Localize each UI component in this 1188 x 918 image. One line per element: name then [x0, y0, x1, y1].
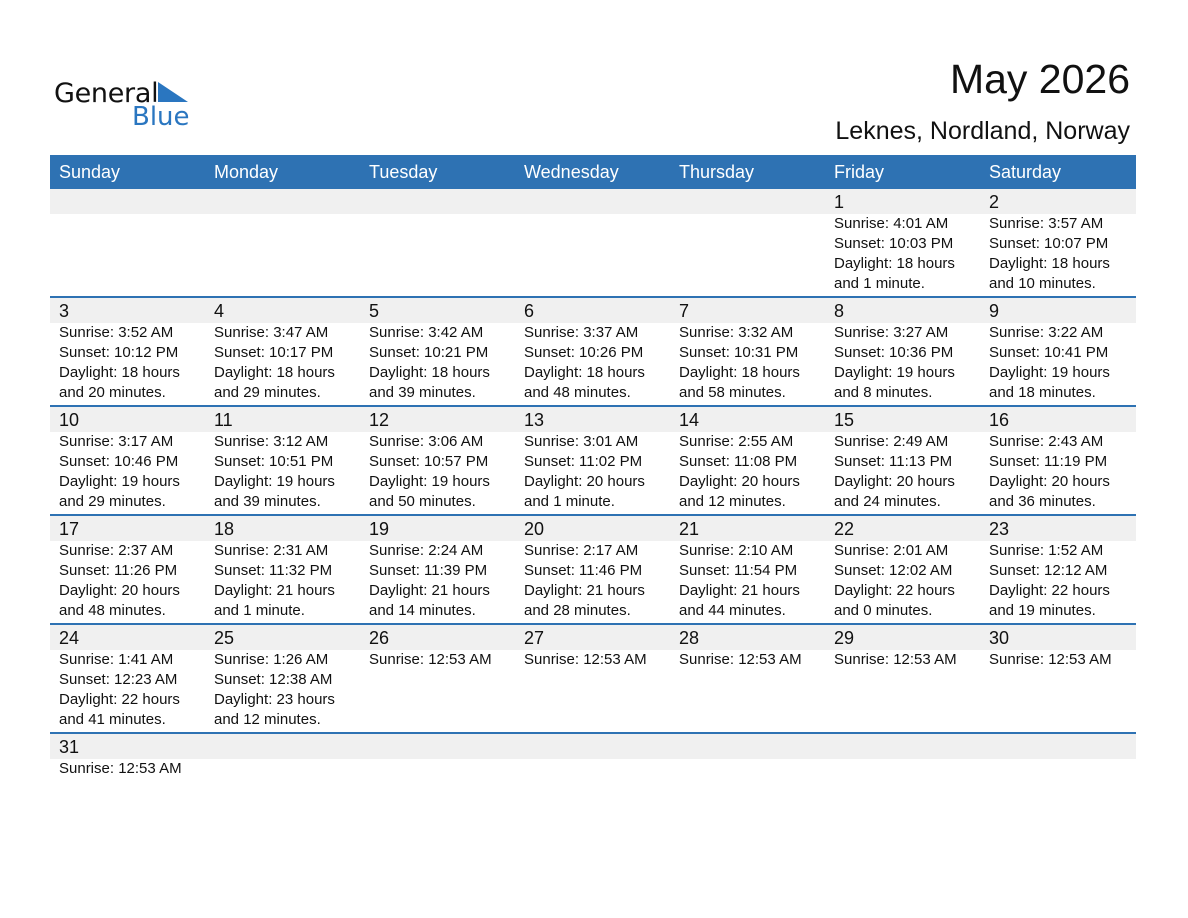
sunrise-text: Sunrise: 1:41 AM [59, 651, 174, 668]
date-band [50, 298, 1136, 323]
sunrise-text: Sunrise: 3:32 AM [679, 324, 794, 341]
sunset-text: Sunset: 11:13 PM [834, 453, 953, 470]
weekday-header-wednesday: Wednesday [524, 162, 619, 182]
daylight-minutes-text: and 28 minutes. [524, 602, 631, 619]
sunrise-text: Sunrise: 2:24 AM [369, 542, 484, 559]
day-details-row [50, 759, 1136, 781]
sunset-text: Sunset: 10:51 PM [214, 453, 334, 470]
sunset-text: Sunset: 10:12 PM [59, 344, 179, 361]
day-cell [360, 759, 515, 781]
daylight-text [679, 254, 825, 274]
location-subtitle: Leknes, Nordland, Norway [835, 117, 1130, 145]
day-number [205, 734, 360, 759]
daylight-minutes-text [679, 274, 825, 294]
week-row [50, 516, 1136, 625]
day-cell [50, 432, 205, 514]
day-number [360, 734, 515, 759]
daylight-minutes-text: and 48 minutes. [524, 384, 631, 401]
daylight-minutes-text: and 29 minutes. [214, 384, 321, 401]
sunrise-text: Sunrise: 3:42 AM [369, 324, 484, 341]
day-number [50, 189, 205, 214]
day-cell [50, 323, 205, 405]
date-band [50, 516, 1136, 541]
week-row [50, 625, 1136, 734]
day-number: 3 [59, 301, 70, 321]
day-number [515, 189, 670, 214]
day-cell [670, 759, 825, 781]
daylight-minutes-text: and 12 minutes. [679, 493, 786, 510]
daylight-minutes-text: and 36 minutes. [989, 493, 1096, 510]
daylight-minutes-text: and 39 minutes. [369, 384, 476, 401]
day-number: 26 [369, 628, 390, 648]
daylight-text: Daylight: 20 hours [59, 582, 180, 599]
sunset-text: Sunset: 11:02 PM [524, 453, 643, 470]
sunset-text: Sunset: 10:31 PM [679, 344, 799, 361]
date-band [50, 625, 1136, 650]
day-number: 14 [679, 410, 700, 430]
day-number: 2 [989, 192, 1000, 212]
sunset-text: Sunset: 11:54 PM [679, 562, 798, 579]
sunset-text: Sunset: 10:36 PM [834, 344, 954, 361]
daylight-text: Daylight: 18 hours [989, 255, 1110, 272]
daylight-minutes-text: and 29 minutes. [59, 493, 166, 510]
date-band [50, 734, 1136, 759]
sunrise-text: Sunrise: 3:37 AM [524, 324, 639, 341]
sunrise-text: Sunrise: 2:55 AM [679, 433, 794, 450]
daylight-minutes-text: and 12 minutes. [214, 711, 321, 728]
sunrise-text [369, 214, 515, 234]
daylight-text: Daylight: 19 hours [59, 473, 180, 490]
daylight-minutes-text [524, 710, 670, 730]
sunrise-text [59, 214, 205, 234]
sunset-text: Sunset: 10:17 PM [214, 344, 334, 361]
day-cell [515, 759, 670, 781]
sunrise-text: Sunrise: 4:01 AM [834, 215, 949, 232]
sunset-text [369, 670, 515, 690]
sunset-text [989, 670, 1135, 690]
sunrise-text [989, 759, 1135, 779]
day-cell [50, 214, 205, 296]
day-number: 1 [834, 192, 845, 212]
sunrise-text: Sunrise: 12:53 AM [369, 651, 492, 668]
sunset-text [524, 670, 670, 690]
day-number: 23 [989, 519, 1010, 539]
sunset-text: Sunset: 10:21 PM [369, 344, 489, 361]
daylight-text: Daylight: 18 hours [59, 364, 180, 381]
day-number: 28 [679, 628, 700, 648]
sunrise-text: Sunrise: 12:53 AM [524, 651, 647, 668]
sunset-text: Sunset: 12:02 AM [834, 562, 953, 579]
day-number: 27 [524, 628, 545, 648]
day-number: 8 [834, 301, 845, 321]
day-cell [515, 541, 670, 623]
day-cell [515, 323, 670, 405]
daylight-minutes-text: and 10 minutes. [989, 275, 1096, 292]
calendar-grid [50, 155, 1136, 781]
sunrise-text [834, 759, 980, 779]
sunset-text [834, 670, 980, 690]
daylight-text: Daylight: 21 hours [214, 582, 335, 599]
day-cell [205, 323, 360, 405]
sunrise-text: Sunrise: 3:01 AM [524, 433, 639, 450]
daylight-minutes-text: and 18 minutes. [989, 384, 1096, 401]
sunrise-text [679, 214, 825, 234]
sunrise-text: Sunrise: 2:10 AM [679, 542, 794, 559]
day-number: 15 [834, 410, 855, 430]
day-number: 30 [989, 628, 1010, 648]
day-cell [360, 323, 515, 405]
week-row [50, 298, 1136, 407]
generalblue-logo [54, 78, 194, 132]
daylight-text: Daylight: 20 hours [524, 473, 645, 490]
weekday-header-friday: Friday [834, 162, 885, 182]
day-cell [670, 214, 825, 296]
day-cell [50, 759, 205, 781]
daylight-text [214, 254, 360, 274]
day-cell [825, 650, 980, 732]
day-number: 21 [679, 519, 700, 539]
sunset-text [524, 234, 670, 254]
daylight-minutes-text: and 48 minutes. [59, 602, 166, 619]
week-row [50, 734, 1136, 781]
daylight-minutes-text [369, 710, 515, 730]
daylight-minutes-text [834, 710, 980, 730]
sunrise-text: Sunrise: 12:53 AM [679, 651, 802, 668]
sunrise-text: Sunrise: 3:47 AM [214, 324, 329, 341]
sunset-text: Sunset: 10:41 PM [989, 344, 1109, 361]
day-number: 13 [524, 410, 545, 430]
sunset-text: Sunset: 12:12 AM [989, 562, 1108, 579]
sunrise-text: Sunrise: 1:26 AM [214, 651, 329, 668]
sunset-text: Sunset: 10:26 PM [524, 344, 644, 361]
logo-text-general: General [54, 78, 159, 109]
day-number: 6 [524, 301, 535, 321]
day-cell [360, 214, 515, 296]
daylight-minutes-text: and 1 minute. [214, 602, 305, 619]
day-cell [205, 214, 360, 296]
sunset-text: Sunset: 11:39 PM [369, 562, 488, 579]
daylight-minutes-text: and 50 minutes. [369, 493, 476, 510]
sunrise-text: Sunrise: 3:06 AM [369, 433, 484, 450]
sunset-text: Sunset: 11:46 PM [524, 562, 643, 579]
sunrise-text [679, 759, 825, 779]
sunset-text: Sunset: 10:07 PM [989, 235, 1109, 252]
day-cell [670, 323, 825, 405]
day-number [205, 189, 360, 214]
daylight-text: Daylight: 22 hours [834, 582, 955, 599]
day-cell [825, 759, 980, 781]
day-number: 22 [834, 519, 855, 539]
day-cell [50, 541, 205, 623]
sunset-text [369, 234, 515, 254]
sunrise-text [524, 759, 670, 779]
day-number [515, 734, 670, 759]
daylight-text: Daylight: 18 hours [679, 364, 800, 381]
sunset-text: Sunset: 10:46 PM [59, 453, 179, 470]
day-cell [205, 432, 360, 514]
daylight-minutes-text [989, 710, 1135, 730]
daylight-text: Daylight: 22 hours [59, 691, 180, 708]
day-number [670, 189, 825, 214]
day-cell [980, 323, 1135, 405]
daylight-text: Daylight: 19 hours [834, 364, 955, 381]
sunrise-text [214, 214, 360, 234]
sunrise-text: Sunrise: 12:53 AM [59, 760, 182, 777]
day-number: 16 [989, 410, 1010, 430]
date-band [50, 407, 1136, 432]
daylight-text: Daylight: 19 hours [989, 364, 1110, 381]
daylight-text [524, 690, 670, 710]
day-details-row [50, 650, 1136, 732]
daylight-minutes-text [679, 710, 825, 730]
day-number: 17 [59, 519, 80, 539]
daylight-text: Daylight: 19 hours [214, 473, 335, 490]
day-cell [670, 541, 825, 623]
day-number: 31 [59, 737, 80, 757]
sunset-text [59, 234, 205, 254]
daylight-minutes-text: and 1 minute. [524, 493, 615, 510]
day-cell [515, 432, 670, 514]
sunset-text: Sunset: 10:03 PM [834, 235, 954, 252]
day-number: 4 [214, 301, 225, 321]
sunset-text: Sunset: 11:32 PM [214, 562, 333, 579]
day-cell [205, 650, 360, 732]
page-title: May 2026 [949, 56, 1130, 102]
daylight-text [989, 690, 1135, 710]
day-number: 9 [989, 301, 1000, 321]
daylight-text [369, 690, 515, 710]
day-number: 18 [214, 519, 235, 539]
sunrise-text: Sunrise: 3:27 AM [834, 324, 949, 341]
day-cell [825, 432, 980, 514]
day-number [980, 734, 1135, 759]
sunset-text: Sunset: 12:38 AM [214, 671, 333, 688]
day-number: 24 [59, 628, 80, 648]
daylight-text: Daylight: 18 hours [214, 364, 335, 381]
daylight-minutes-text: and 20 minutes. [59, 384, 166, 401]
day-cell [670, 650, 825, 732]
sunrise-text: Sunrise: 2:17 AM [524, 542, 639, 559]
sunrise-text: Sunrise: 3:12 AM [214, 433, 329, 450]
day-details-row [50, 432, 1136, 514]
day-cell [360, 650, 515, 732]
daylight-text: Daylight: 18 hours [369, 364, 490, 381]
sunrise-text: Sunrise: 3:52 AM [59, 324, 174, 341]
sunset-text: Sunset: 11:19 PM [989, 453, 1108, 470]
daylight-text: Daylight: 21 hours [369, 582, 490, 599]
day-number: 12 [369, 410, 390, 430]
daylight-minutes-text: and 24 minutes. [834, 493, 941, 510]
sunrise-text: Sunrise: 1:52 AM [989, 542, 1104, 559]
day-cell [205, 759, 360, 781]
day-number [670, 734, 825, 759]
day-cell [980, 650, 1135, 732]
sunset-text: Sunset: 11:26 PM [59, 562, 178, 579]
day-cell [515, 650, 670, 732]
sunset-text [679, 234, 825, 254]
sunset-text: Sunset: 11:08 PM [679, 453, 798, 470]
daylight-minutes-text: and 8 minutes. [834, 384, 933, 401]
sunrise-text: Sunrise: 3:22 AM [989, 324, 1104, 341]
daylight-text: Daylight: 23 hours [214, 691, 335, 708]
day-cell [980, 214, 1135, 296]
daylight-text: Daylight: 18 hours [524, 364, 645, 381]
day-cell [825, 541, 980, 623]
day-cell [205, 541, 360, 623]
calendar-weeks [50, 189, 1136, 781]
sunrise-text [524, 214, 670, 234]
logo-text-blue: Blue [132, 102, 190, 132]
day-cell [360, 432, 515, 514]
sunset-text: Sunset: 12:23 AM [59, 671, 178, 688]
daylight-minutes-text [214, 274, 360, 294]
daylight-text: Daylight: 20 hours [679, 473, 800, 490]
sunrise-text: Sunrise: 2:43 AM [989, 433, 1104, 450]
daylight-text [524, 254, 670, 274]
sunrise-text: Sunrise: 2:31 AM [214, 542, 329, 559]
date-band [50, 189, 1136, 214]
daylight-text [679, 690, 825, 710]
weekday-header-monday: Monday [214, 162, 279, 182]
logo-triangle-icon [158, 82, 188, 102]
sunset-text: Sunset: 10:57 PM [369, 453, 489, 470]
daylight-minutes-text [524, 274, 670, 294]
day-cell [670, 432, 825, 514]
daylight-text: Daylight: 18 hours [834, 255, 955, 272]
daylight-minutes-text [369, 274, 515, 294]
sunrise-text: Sunrise: 12:53 AM [989, 651, 1112, 668]
day-cell [980, 432, 1135, 514]
daylight-minutes-text: and 19 minutes. [989, 602, 1096, 619]
week-row [50, 407, 1136, 516]
day-details-row [50, 541, 1136, 623]
daylight-text: Daylight: 21 hours [524, 582, 645, 599]
day-details-row [50, 214, 1136, 296]
weekday-header-saturday: Saturday [989, 162, 1062, 182]
sunrise-text: Sunrise: 2:49 AM [834, 433, 949, 450]
day-number [825, 734, 980, 759]
week-row [50, 189, 1136, 298]
daylight-text: Daylight: 21 hours [679, 582, 800, 599]
sunrise-text: Sunrise: 12:53 AM [834, 651, 957, 668]
daylight-text: Daylight: 20 hours [989, 473, 1110, 490]
sunset-text [679, 670, 825, 690]
sunrise-text: Sunrise: 3:57 AM [989, 215, 1104, 232]
sunset-text [214, 234, 360, 254]
day-details-row [50, 323, 1136, 405]
daylight-text: Daylight: 19 hours [369, 473, 490, 490]
daylight-minutes-text: and 1 minute. [834, 275, 925, 292]
sunrise-text: Sunrise: 2:01 AM [834, 542, 949, 559]
daylight-minutes-text: and 58 minutes. [679, 384, 786, 401]
day-number: 5 [369, 301, 380, 321]
daylight-text [59, 254, 205, 274]
day-number [360, 189, 515, 214]
day-number: 19 [369, 519, 390, 539]
weekday-header-tuesday: Tuesday [369, 162, 438, 182]
day-number: 25 [214, 628, 235, 648]
sunrise-text [214, 759, 360, 779]
day-cell [50, 650, 205, 732]
sunrise-text [369, 759, 515, 779]
day-cell [825, 323, 980, 405]
sunrise-text: Sunrise: 2:37 AM [59, 542, 174, 559]
day-cell [980, 759, 1135, 781]
weekday-header [50, 155, 1136, 189]
daylight-minutes-text: and 39 minutes. [214, 493, 321, 510]
daylight-text: Daylight: 22 hours [989, 582, 1110, 599]
day-cell [980, 541, 1135, 623]
day-number: 7 [679, 301, 690, 321]
weekday-header-sunday: Sunday [59, 162, 121, 182]
daylight-text: Daylight: 20 hours [834, 473, 955, 490]
daylight-minutes-text: and 44 minutes. [679, 602, 786, 619]
daylight-text [834, 690, 980, 710]
daylight-minutes-text: and 41 minutes. [59, 711, 166, 728]
day-number: 11 [214, 410, 233, 430]
day-number: 29 [834, 628, 855, 648]
day-number: 10 [59, 410, 80, 430]
weekday-header-thursday: Thursday [679, 162, 755, 182]
day-cell [825, 214, 980, 296]
day-cell [515, 214, 670, 296]
daylight-minutes-text: and 0 minutes. [834, 602, 933, 619]
day-number: 20 [524, 519, 545, 539]
sunrise-text: Sunrise: 3:17 AM [59, 433, 174, 450]
day-cell [360, 541, 515, 623]
daylight-minutes-text: and 14 minutes. [369, 602, 476, 619]
daylight-text [369, 254, 515, 274]
daylight-minutes-text [59, 274, 205, 294]
